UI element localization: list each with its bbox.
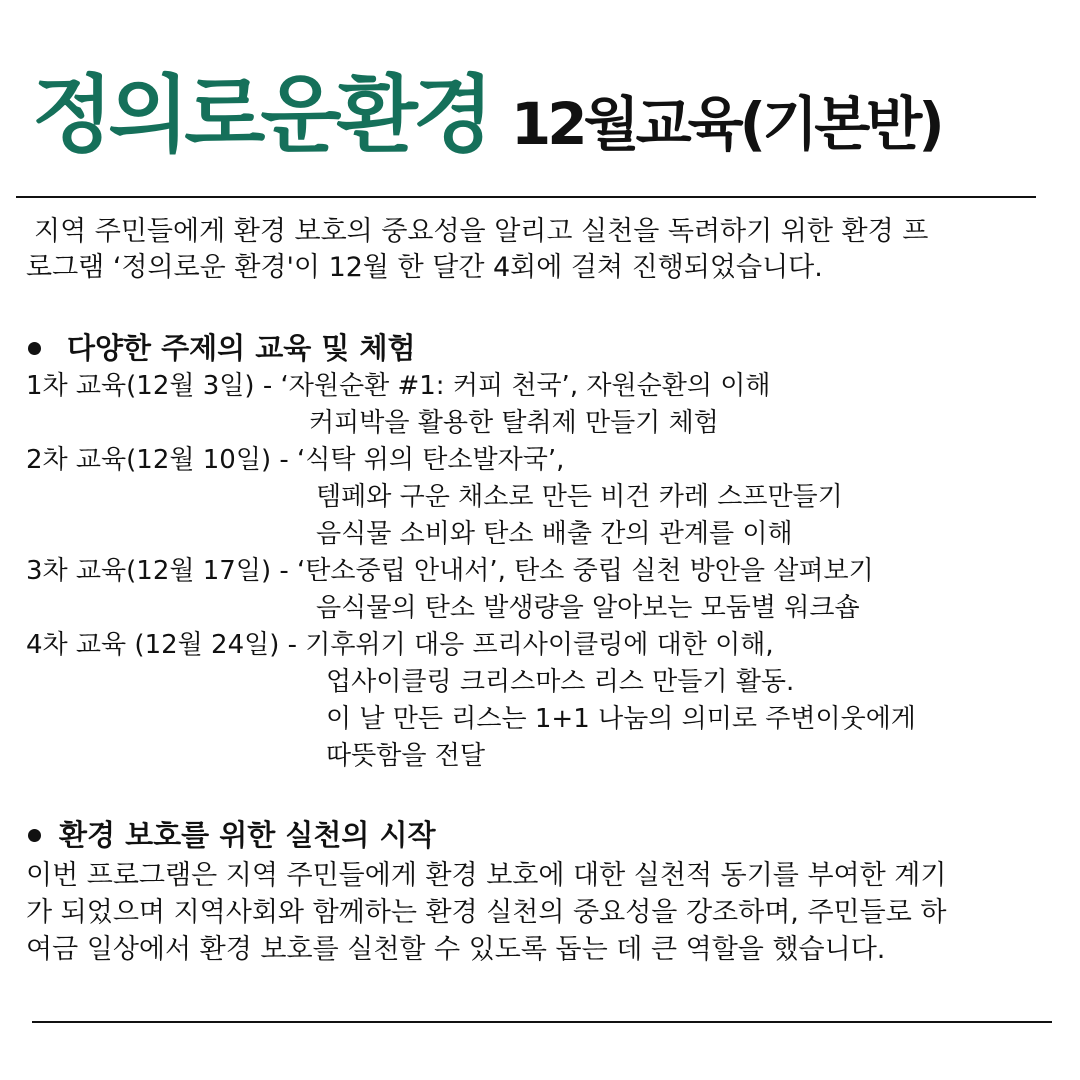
session-detail: 템페와 구운 채소로 만든 비건 카레 스프만들기 [316,482,843,512]
intro-line-1: 지역 주민들에게 환경 보호의 중요성을 알리고 실천을 독려하기 위한 환경 프 [34,216,929,247]
section-heading-practice-label: 환경 보호를 위한 실천의 시작 [59,818,436,852]
session-list [26,368,1056,775]
content [26,214,1056,968]
section-heading-topics-label: 다양한 주제의 교육 및 체험 [67,331,416,365]
practice-line-3: 여금 일상에서 환경 보호를 실천할 수 있도록 돕는 데 큰 역할을 했습니다. [26,934,886,965]
session-item [26,553,1056,627]
session-label: 3차 교육(12월 17일) - [26,556,298,586]
session-detail: 이 날 만든 리스는 1+1 나눔의 의미로 주변이웃에게 [326,704,916,734]
title-sub: 12월교육(기본반) [510,90,941,158]
session-detail: ‘자원순환 #1: 커피 천국’, 자원순환의 이해 [280,371,771,401]
session-item [26,442,1056,553]
session-detail: ‘식탁 위의 탄소발자국’, [297,445,565,475]
section-heading-topics [26,328,1056,368]
session-label: 2차 교육(12월 10일) - [26,445,298,475]
intro-line-2: 로그램 ‘정의로운 환경'이 12월 한 달간 4회에 걸쳐 진행되었습니다. [26,252,823,283]
section-heading-practice [26,815,1056,855]
page-title [32,48,941,169]
intro-paragraph [26,214,1056,286]
session-detail: 기후위기 대응 프리사이클링에 대한 이해, [305,630,774,660]
practice-paragraph [26,857,1056,968]
session-label: 1차 교육(12월 3일) - [26,371,281,401]
bottom-divider [32,1021,1052,1023]
top-divider [16,196,1036,198]
session-detail: 음식물의 탄소 발생량을 알아보는 모둠별 워크숍 [316,593,860,623]
practice-line-1: 이번 프로그램은 지역 주민들에게 환경 보호에 대한 실천적 동기를 부여한 계기 [26,860,947,891]
session-detail: 커피박을 활용한 탈취제 만들기 체험 [309,408,719,438]
session-detail: ‘탄소중립 안내서’, 탄소 중립 실천 방안을 살펴보기 [297,556,874,586]
session-label: 4차 교육 (12월 24일) - [26,630,306,660]
bullet-icon [28,342,41,355]
title-main: 정의로운환경 [32,66,489,164]
session-item [26,368,1056,442]
session-detail: 업사이클링 크리스마스 리스 만들기 활동. [326,667,795,697]
bullet-icon [28,829,41,842]
session-detail: 음식물 소비와 탄소 배출 간의 관계를 이해 [316,519,793,549]
session-item [26,627,1056,775]
practice-line-2: 가 되었으며 지역사회와 함께하는 환경 실천의 중요성을 강조하며, 주민들로 하 [26,897,947,928]
session-detail: 따뜻함을 전달 [326,741,485,771]
